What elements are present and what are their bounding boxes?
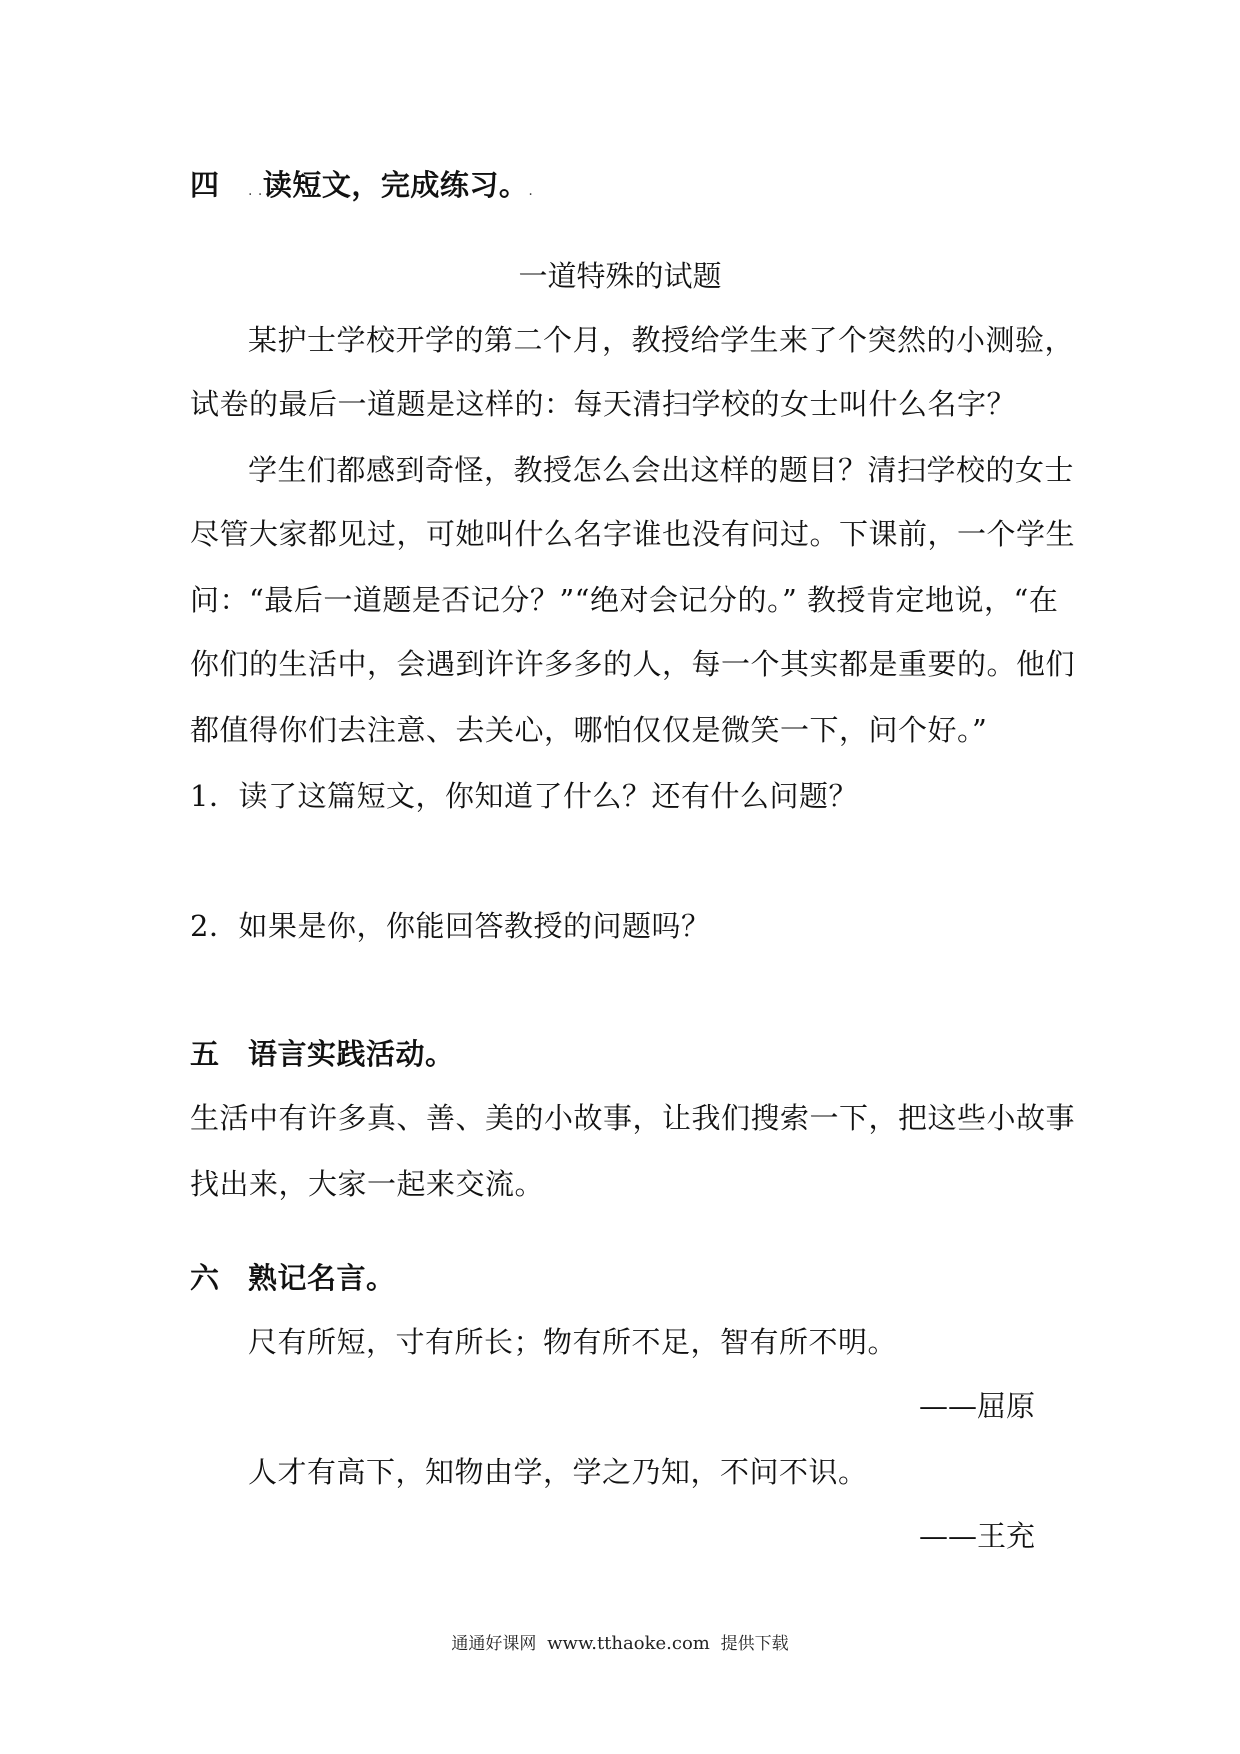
story-line: 问：“最后一道题是否记分？”“绝对会记分的。” 教授肯定地说，“在 — [190, 583, 1059, 617]
quote-author: ——屈原 — [918, 1389, 1035, 1423]
story-line: 你们的生活中，会遇到许许多多的人，每一个其实都是重要的。他们 — [190, 647, 1076, 681]
section-5-heading — [190, 1034, 455, 1074]
story-line: 都值得你们去注意、去关心，哪怕仅仅是微笑一下，问个好。” — [190, 713, 988, 747]
section-6-number: 六 — [190, 1261, 220, 1295]
question-1: 1．读了这篇短文，你知道了什么？还有什么问题？ — [190, 779, 858, 813]
story-line: 学生们都感到奇怪，教授怎么会出这样的题目？清扫学校的女士 — [248, 453, 1075, 487]
section-6-title: 熟记名言。 — [248, 1261, 396, 1295]
story-title: 一道特殊的试题 — [518, 259, 722, 293]
quote-text: 尺有所短，寸有所长；物有所不足，智有所不明。 — [248, 1325, 898, 1359]
section-5-number: 五 — [190, 1037, 220, 1071]
footer — [0, 1632, 1240, 1656]
section-5-line: 生活中有许多真、善、美的小故事，让我们搜索一下，把这些小故事 — [190, 1101, 1076, 1135]
section-4-heading — [190, 165, 533, 211]
section-4-title: 读短文，完成练习。 — [262, 168, 529, 202]
section-4-trail: . — [528, 183, 534, 199]
section-4-dots: . . — [248, 183, 263, 199]
quote-author: ——王充 — [918, 1519, 1035, 1553]
footer-site: 通通好课网 — [451, 1634, 537, 1654]
footer-url[interactable]: www.tthaoke.com — [547, 1633, 710, 1654]
section-4-number: 四 — [190, 168, 220, 202]
footer-suffix: 提供下载 — [720, 1634, 789, 1654]
question-2: 2．如果是你，你能回答教授的问题吗？ — [190, 909, 711, 943]
story-line: 尽管大家都见过，可她叫什么名字谁也没有问过。下课前，一个学生 — [190, 517, 1076, 551]
story-line: 试卷的最后一道题是这样的：每天清扫学校的女士叫什么名字？ — [190, 387, 1017, 421]
section-5-title: 语言实践活动。 — [248, 1037, 455, 1071]
section-5-line: 找出来，大家一起来交流。 — [190, 1167, 545, 1201]
story-line: 某护士学校开学的第二个月，教授给学生来了个突然的小测验， — [248, 323, 1075, 357]
quote-text: 人才有高下，知物由学，学之乃知，不问不识。 — [248, 1455, 868, 1489]
section-6-heading — [190, 1258, 396, 1298]
